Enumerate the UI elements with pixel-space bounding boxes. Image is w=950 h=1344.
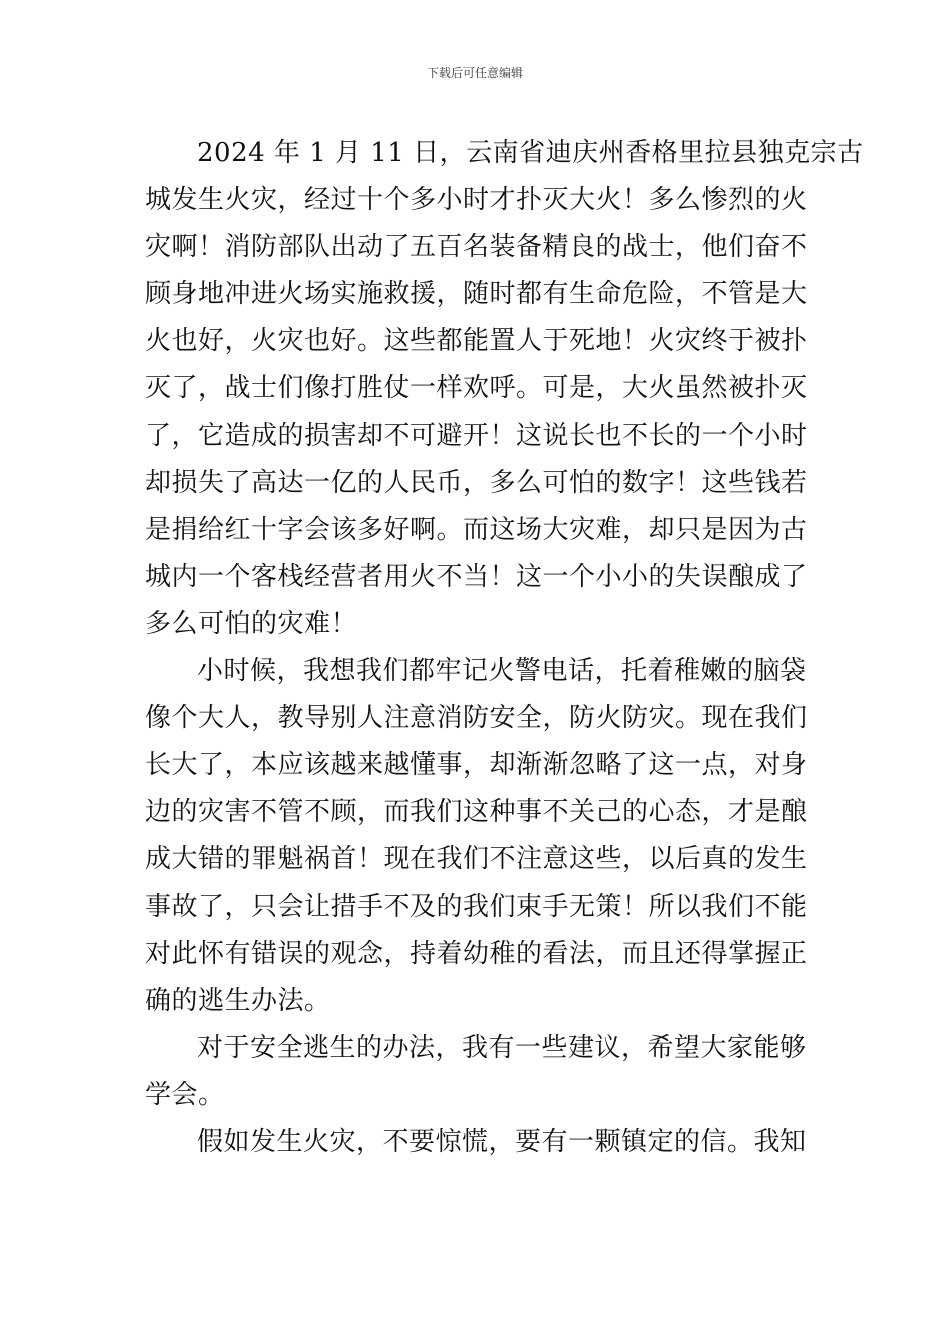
paragraph-childhood-awareness	[145, 648, 808, 1025]
paragraph-fire-incident	[145, 130, 864, 648]
text-line: 却损失了高达一亿的人民币，多么可怕的数字！这些钱若	[145, 467, 808, 498]
text-line: 顾身地冲进火场实施救援，随时都有生命危险，不管是大	[145, 279, 808, 310]
text-line: 确的逃生办法。	[145, 985, 331, 1016]
text-line: 2024 年 1 月 11 日，云南省迪庆州香格里拉县独克宗古	[197, 138, 864, 168]
paragraph-escape-suggestions	[145, 1025, 805, 1119]
text-line: 多么可怕的灾难！	[145, 608, 358, 639]
text-line: 小时候，我想我们都牢记火警电话，托着稚嫩的脑袋	[197, 656, 807, 687]
text-line: 对于安全逃生的办法，我有一些建议，希望大家能够	[197, 1032, 807, 1063]
text-line: 像个大人，教导别人注意消防安全，防火防灾。现在我们	[145, 703, 808, 734]
text-line: 长大了，本应该越来越懂事，却渐渐忽略了这一点，对身	[145, 750, 808, 781]
text-line: 是捐给红十字会该多好啊。而这场大灾难，却只是因为古	[145, 514, 808, 545]
text-line: 灭了，战士们像打胜仗一样欢呼。可是，大火虽然被扑灭	[145, 373, 808, 404]
document-body	[145, 130, 864, 1166]
text-line: 事故了，只会让措手不及的我们束手无策！所以我们不能	[145, 891, 808, 922]
text-line: 了，它造成的损害却不可避开！这说长也不长的一个小时	[145, 420, 808, 451]
text-line: 城内一个客栈经营者用火不当！这一个小小的失误酿成了	[145, 561, 808, 592]
paragraph-stay-calm	[145, 1119, 805, 1166]
text-line: 边的灾害不管不顾，而我们这种事不关己的心态，才是酿	[145, 797, 808, 828]
text-line: 成大错的罪魁祸首！现在我们不注意这些，以后真的发生	[145, 844, 808, 875]
text-line: 城发生火灾，经过十个多小时才扑灭大火！多么惨烈的火	[145, 185, 808, 216]
text-line: 学会。	[145, 1079, 225, 1110]
page-header-note: 下载后可任意编辑	[426, 66, 523, 80]
text-line: 对此怀有错误的观念，持着幼稚的看法，而且还得掌握正	[145, 938, 808, 969]
text-line: 假如发生火灾，不要惊慌，要有一颗镇定的信。我知	[197, 1126, 807, 1157]
text-line: 火也好，火灾也好。这些都能置人于死地！火灾终于被扑	[145, 326, 808, 357]
text-line: 灾啊！消防部队出动了五百名装备精良的战士，他们奋不	[145, 232, 808, 263]
